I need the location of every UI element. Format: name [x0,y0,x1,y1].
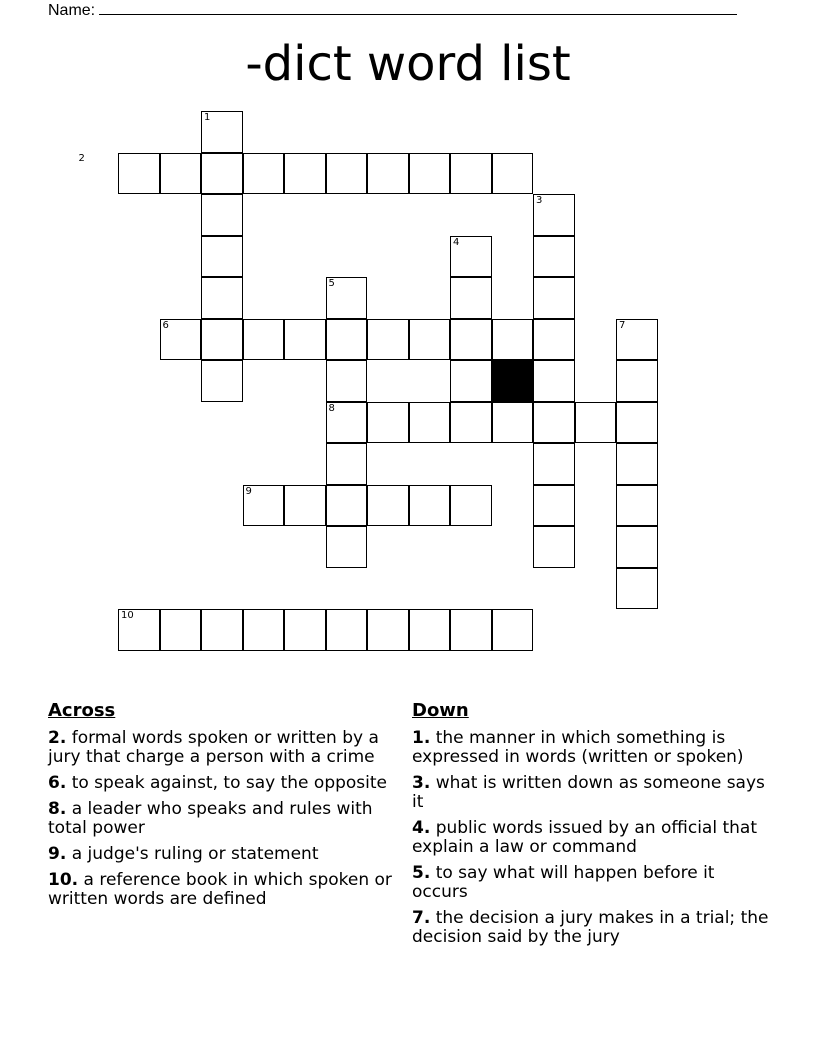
across-clues [48,700,408,916]
grid-cell[interactable] [160,609,202,651]
clue-text: a leader who speaks and rules with total power [48,799,373,838]
clue-number: 6. [48,773,67,793]
grid-cell[interactable] [492,319,534,361]
clue-number-label: 10 [121,610,134,621]
clue-text: to say what will happen before it occurs [412,863,715,902]
grid-cell[interactable] [533,443,575,485]
down-clue [412,774,772,812]
clue-text: the decision a jury makes in a trial; the decision said by the jury [412,908,769,947]
grid-cell[interactable] [284,153,326,195]
grid-cell[interactable] [367,319,409,361]
grid-cell[interactable] [450,319,492,361]
grid-cell[interactable] [616,568,658,610]
grid-cell[interactable] [367,485,409,527]
name-label: Name: [48,2,96,19]
clue-text: what is written down as someone says it [412,773,765,812]
clue-number: 10. [48,870,79,890]
grid-cell[interactable] [492,153,534,195]
clue-number: 2. [48,728,67,748]
grid-cell[interactable] [533,319,575,361]
grid-cell[interactable] [326,609,368,651]
clue-number: 9. [48,844,67,864]
grid-cell[interactable] [326,485,368,527]
grid-cell[interactable] [409,609,451,651]
grid-cell[interactable] [118,153,160,195]
down-clues [412,700,772,954]
grid-cell[interactable] [533,277,575,319]
grid-cell[interactable] [533,360,575,402]
clue-text: formal words spoken or written by a jury that charge a person with a crime [48,728,379,767]
grid-cell[interactable] [616,319,658,361]
across-clue [48,845,408,864]
clue-number-label: 9 [245,485,252,497]
page-title: -dict word list [245,36,571,92]
grid-cell[interactable] [201,194,243,236]
across-clue [48,729,408,767]
grid-cell[interactable] [450,277,492,319]
grid-cell[interactable] [243,485,285,527]
grid-cell[interactable] [533,485,575,527]
grid-cell[interactable] [326,277,368,319]
grid-cell[interactable] [616,485,658,527]
grid-cell[interactable] [409,402,451,444]
grid-cell[interactable] [367,402,409,444]
clue-number: 3. [412,773,431,793]
grid-cell[interactable] [367,609,409,651]
grid-cell[interactable] [160,319,202,361]
grid-cell[interactable] [201,360,243,402]
grid-cell[interactable] [201,277,243,319]
grid-cell[interactable] [450,402,492,444]
across-heading: Across [48,700,116,721]
across-clue [48,871,408,909]
grid-cell[interactable] [201,319,243,361]
clue-text: to speak against, to say the opposite [71,773,387,793]
down-clue [412,864,772,902]
grid-cell[interactable] [326,443,368,485]
clue-text: the manner in which something is expressed in words (written or spoken) [412,728,744,767]
grid-cell[interactable] [201,111,243,153]
grid-cell[interactable] [284,609,326,651]
clue-text: a judge's ruling or statement [71,844,319,864]
clue-number-label: 1 [204,112,211,123]
grid-cell[interactable] [201,153,243,195]
grid-cell[interactable] [616,526,658,568]
clue-number-label: 8 [328,402,335,414]
grid-cell[interactable] [326,319,368,361]
clue-number-label: 4 [453,236,460,248]
down-heading: Down [412,700,469,721]
across-clue [48,774,408,793]
clue-number: 4. [412,818,431,838]
grid-cell[interactable] [492,402,534,444]
grid-cell[interactable] [533,402,575,444]
grid-cell[interactable] [201,609,243,651]
grid-cell[interactable] [326,402,368,444]
grid-cell[interactable] [326,526,368,568]
clue-number-label: 5 [328,278,335,289]
grid-cell[interactable] [533,526,575,568]
grid-cell[interactable] [201,236,243,278]
grid-cell[interactable] [409,153,451,195]
clue-number-label: 6 [162,319,169,331]
grid-cell[interactable] [409,319,451,361]
grid-cell[interactable] [450,360,492,402]
clue-number-label: 7 [619,319,626,331]
grid-cell[interactable] [160,153,202,195]
grid-cell[interactable] [284,319,326,361]
grid-cell[interactable] [492,609,534,651]
black-cell [492,360,534,402]
grid-cell[interactable] [367,153,409,195]
grid-cell[interactable] [450,609,492,651]
grid-cell[interactable] [533,194,575,236]
clue-number: 7. [412,908,431,928]
grid-cell[interactable] [533,236,575,278]
clue-number: 5. [412,863,431,883]
down-clue [412,729,772,767]
grid-cell[interactable] [243,609,285,651]
grid-cell[interactable] [616,443,658,485]
clue-text: public words issued by an official that explain a law or command [412,818,757,857]
grid-cell[interactable] [118,609,160,651]
grid-cell[interactable] [616,360,658,402]
clue-number-label: 2 [78,152,85,164]
grid-cell[interactable] [450,153,492,195]
grid-cell[interactable] [450,236,492,278]
grid-cell[interactable] [409,485,451,527]
across-clue [48,800,408,838]
grid-cell[interactable] [243,153,285,195]
grid-cell[interactable] [326,153,368,195]
grid-cell[interactable] [284,485,326,527]
down-clue [412,819,772,857]
clue-number-label: 3 [536,195,543,206]
clue-number: 1. [412,728,431,748]
grid-cell[interactable] [450,485,492,527]
grid-cell[interactable] [575,402,617,444]
grid-cell[interactable] [616,402,658,444]
clue-number: 8. [48,799,67,819]
clue-text: a reference book in which spoken or written words are defined [48,870,392,909]
down-clue [412,909,772,947]
grid-cell[interactable] [326,360,368,402]
grid-cell[interactable] [243,319,285,361]
